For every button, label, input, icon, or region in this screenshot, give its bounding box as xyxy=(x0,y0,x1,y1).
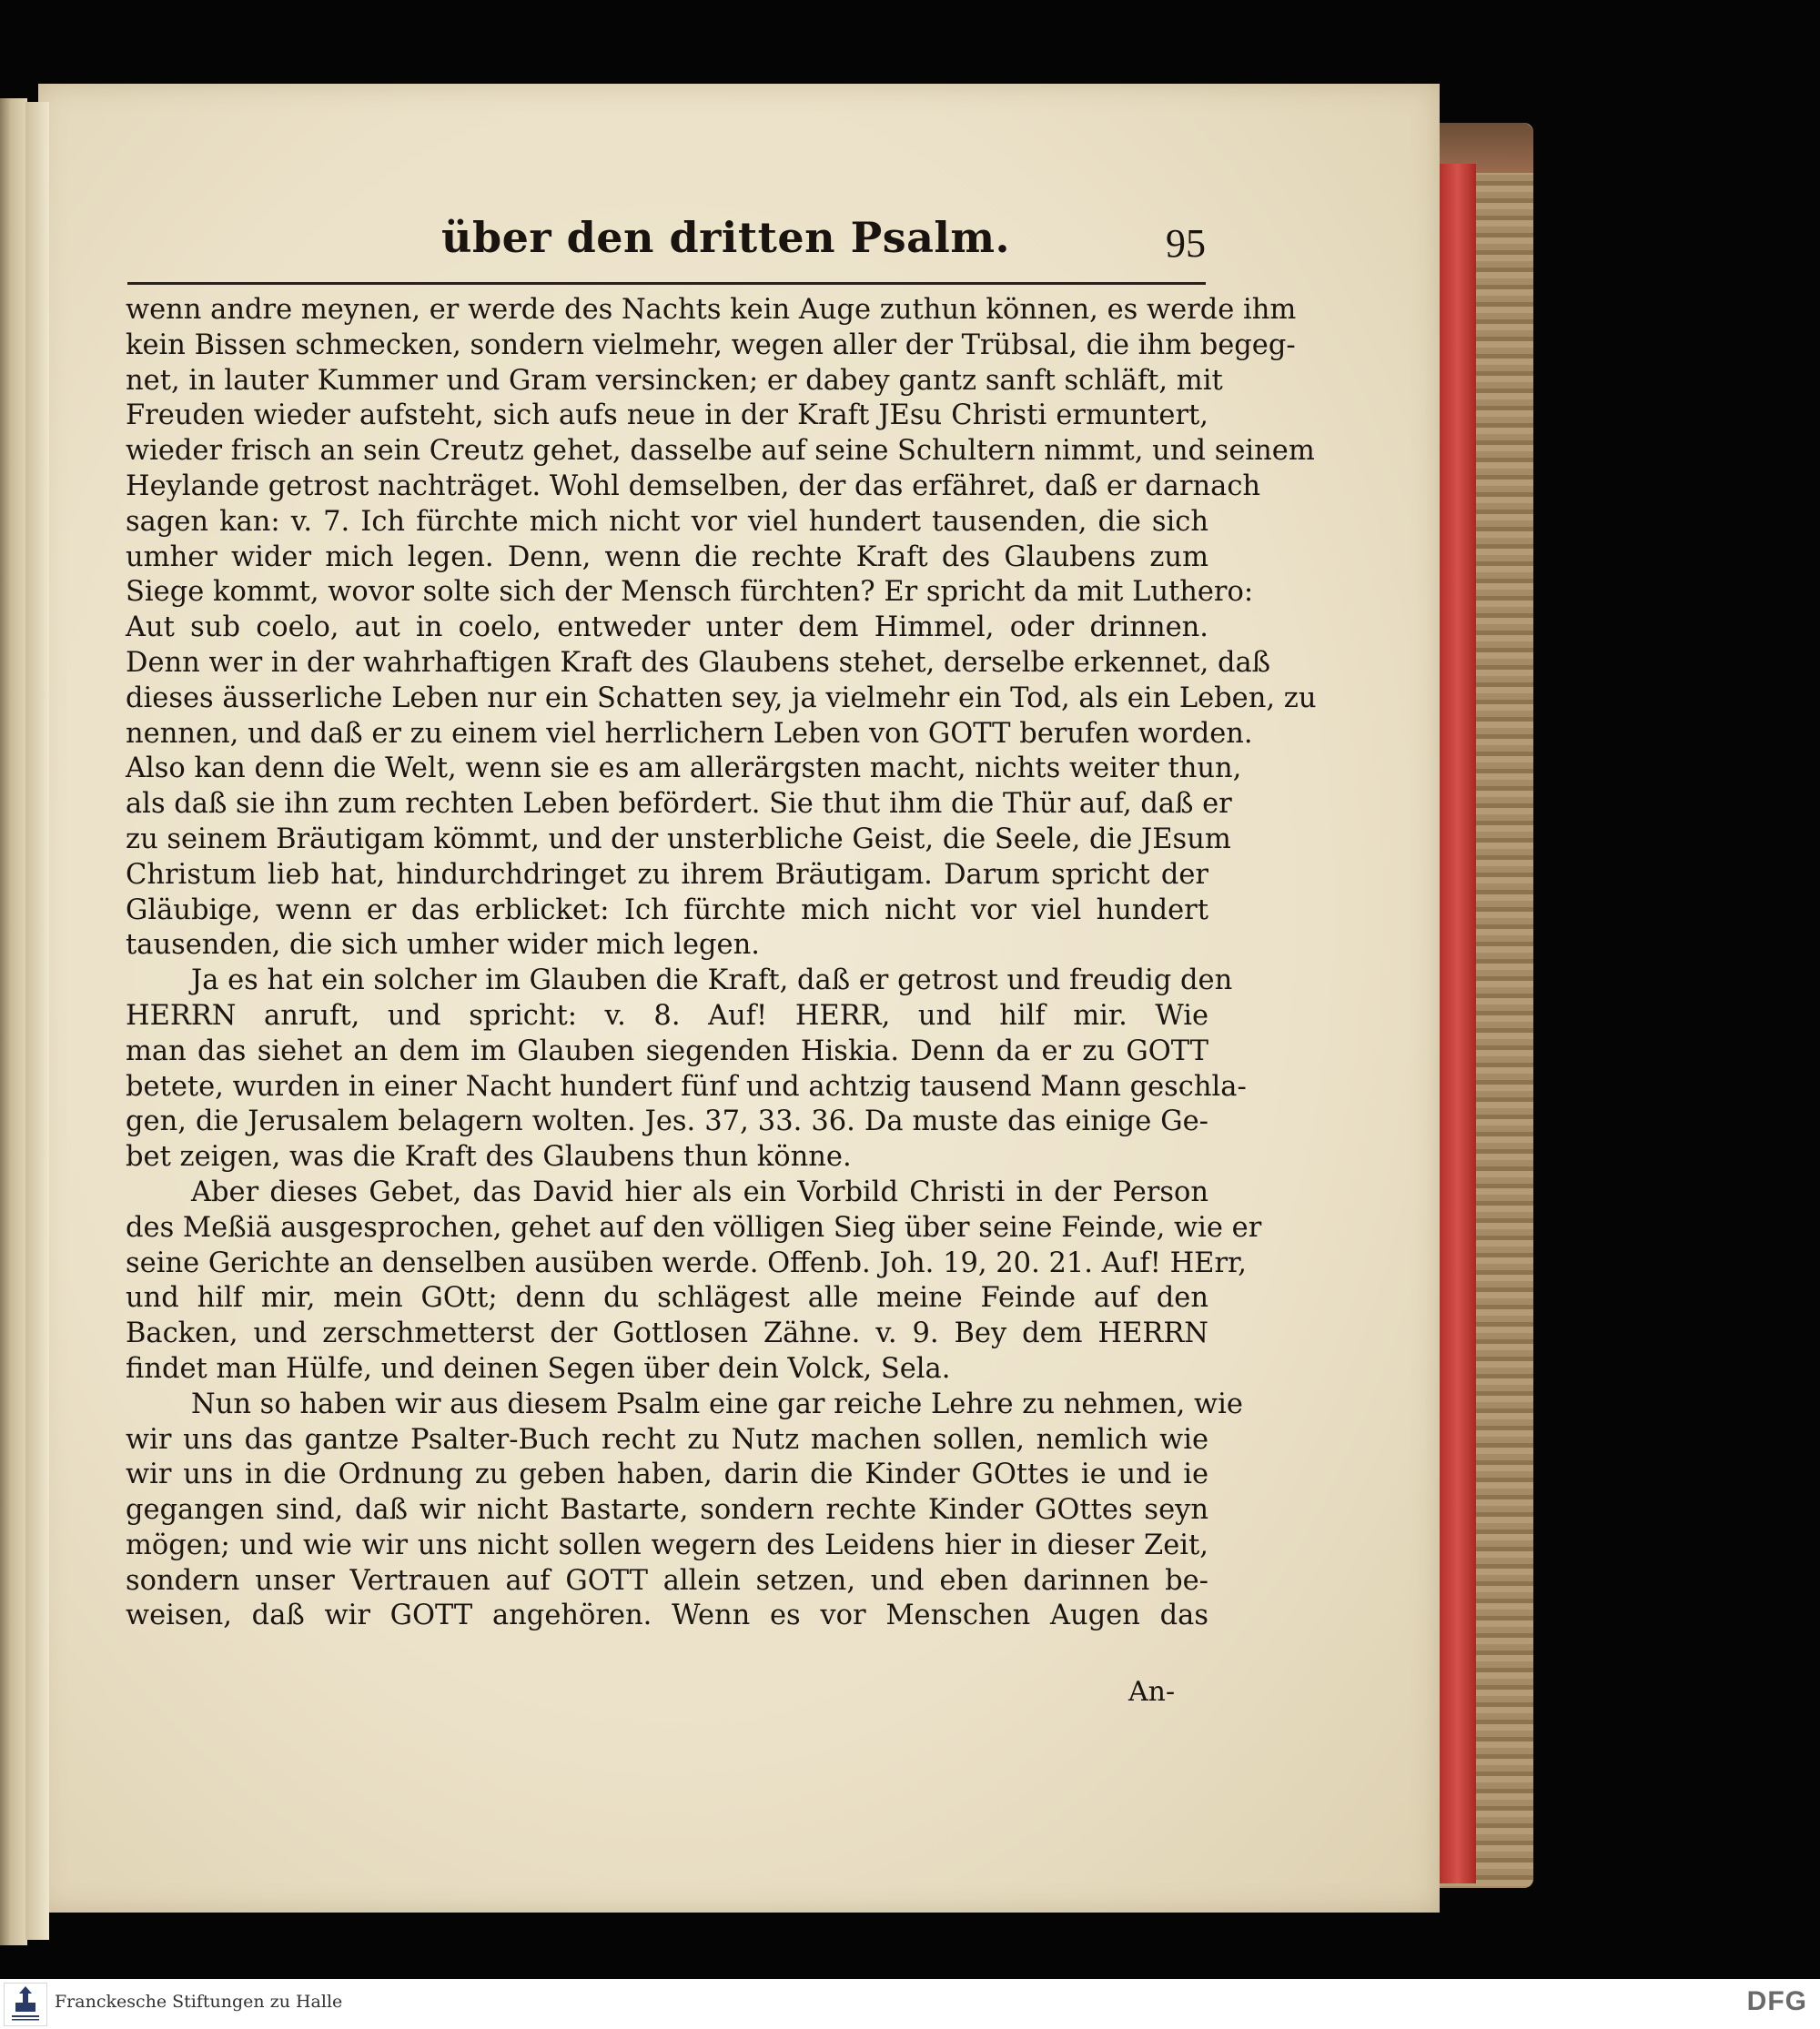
text-line: des Meßiä ausgesprochen, gehet auf den völligen Sieg über seine Feinde, wie er xyxy=(126,1211,1262,1244)
catchword: An- xyxy=(1128,1676,1176,1708)
text-line: Nun so haben wir aus diesem Psalm eine gar reiche Lehre zu nehmen, wie xyxy=(191,1388,1243,1420)
page-gutter xyxy=(25,102,49,1940)
running-head xyxy=(127,207,1206,280)
text-line: und hilf mir, mein GOtt; denn du schlägest alle meine Feinde auf den xyxy=(126,1282,1208,1315)
text-line: Denn wer in der wahrhaftigen Kraft des Glaubens stehet, derselbe erkennet, daß xyxy=(126,646,1271,679)
text-line: Christum lieb hat, hindurchdringet zu ihrem Bräutigam. Darum spricht der xyxy=(126,858,1208,891)
text-line: betete, wurden in einer Nacht hundert fünf und achtzig tausend Mann geschla- xyxy=(126,1070,1247,1103)
dfg-logo[interactable]: DFG xyxy=(1746,1986,1807,2016)
text-line: bet zeigen, was die Kraft des Glaubens thun könne. xyxy=(126,1141,852,1174)
text-line: Backen, und zerschmetterst der Gottlosen Zähne. v. 9. Bey dem HERRN xyxy=(126,1317,1208,1350)
text-line: gegangen sind, daß wir nicht Bastarte, sondern rechte Kinder GOttes seyn xyxy=(126,1494,1208,1527)
text-line: weisen, daß wir GOTT angehören. Wenn es vor Menschen Augen das xyxy=(126,1600,1208,1632)
text-line: kein Bissen schmecken, sondern vielmehr, wegen aller der Trübsal, die ihm begeg- xyxy=(126,328,1296,361)
body-text xyxy=(126,293,1317,1634)
text-line: als daß sie ihn zum rechten Leben befördert. Sie thut ihm die Thür auf, daß er xyxy=(126,788,1232,821)
text-line: HERRN anruft, und spricht: v. 8. Auf! HERR, und hilf mir. Wie xyxy=(126,999,1208,1032)
left-page-edge xyxy=(0,98,27,1945)
book-cover-red-edge xyxy=(1440,164,1476,1883)
text-line: wieder frisch an sein Creutz gehet, dasselbe auf seine Schultern nimmt, und seinem xyxy=(126,435,1315,468)
text-line: dieses äusserliche Leben nur ein Schatten sey, ja vielmehr ein Tod, als ein Leben, zu xyxy=(126,681,1317,714)
text-line: Freuden wieder aufsteht, sich aufs neue in der Kraft JEsu Christi ermuntert, xyxy=(126,399,1208,432)
text-line: Siege kommt, wovor solte sich der Mensch fürchten? Er spricht da mit Luthero: xyxy=(126,576,1254,609)
header-rule xyxy=(127,282,1206,285)
text-line: wenn andre meynen, er werde des Nachts kein Auge zuthun können, es werde ihm xyxy=(126,294,1297,326)
viewer-footer xyxy=(0,1979,1820,2029)
running-title: über den dritten Psalm. xyxy=(441,213,1011,262)
text-line: Aber dieses Gebet, das David hier als ein Vorbild Christi in der Person xyxy=(191,1176,1208,1208)
text-line: findet man Hülfe, und deinen Segen über dein Volck, Sela. xyxy=(126,1352,951,1385)
text-line: umher wider mich legen. Denn, wenn die rechte Kraft des Glaubens zum xyxy=(126,540,1208,573)
text-line: tausenden, die sich umher wider mich legen. xyxy=(126,929,760,962)
text-line: gen, die Jerusalem belagern wolten. Jes. 37, 33. 36. Da muste das einige Ge- xyxy=(126,1105,1208,1138)
text-line: mögen; und wie wir uns nicht sollen wegern des Leidens hier in dieser Zeit, xyxy=(126,1529,1208,1561)
text-line: Gläubige, wenn er das erblicket: Ich fürchte mich nicht vor viel hundert xyxy=(126,893,1208,926)
text-line: wir uns in die Ordnung zu geben haben, darin die Kinder GOttes ie und ie xyxy=(126,1459,1208,1491)
text-line: net, in lauter Kummer und Gram versincken; er dabey gantz sanft schläft, mit xyxy=(126,364,1223,397)
institution-label[interactable]: Franckesche Stiftungen zu Halle xyxy=(55,1992,343,2012)
text-line: sondern unser Vertrauen auf GOTT allein setzen, und eben darinnen be- xyxy=(126,1564,1208,1597)
text-line: man das siehet an dem im Glauben siegenden Hiskia. Denn da er zu GOTT xyxy=(126,1035,1208,1067)
text-line: Aut sub coelo, aut in coelo, entweder unter dem Himmel, oder drinnen. xyxy=(126,611,1208,644)
text-line: zu seinem Bräutigam kömmt, und der unsterbliche Geist, die Seele, die JEsum xyxy=(126,823,1231,855)
franckesche-stiftungen-logo-icon[interactable] xyxy=(4,1983,47,2026)
text-line: wir uns das gantze Psalter-Buch recht zu Nutz machen sollen, nemlich wie xyxy=(126,1423,1208,1456)
text-line: Also kan denn die Welt, wenn sie es am allerärgsten macht, nichts weiter thun, xyxy=(126,752,1242,785)
page-number: 95 xyxy=(1166,221,1206,266)
text-line: Heylande getrost nachträget. Wohl demselben, der das erfähret, daß er darnach xyxy=(126,469,1261,502)
text-line: Ja es hat ein solcher im Glauben die Kraft, daß er getrost und freudig den xyxy=(191,964,1233,997)
text-line: sagen kan: v. 7. Ich fürchte mich nicht vor viel hundert tausenden, die sich xyxy=(126,505,1208,538)
text-line: nennen, und daß er zu einem viel herrlichern Leben von GOTT berufen worden. xyxy=(126,717,1253,750)
text-line: seine Gerichte an denselben ausüben werde. Offenb. Joh. 19, 20. 21. Auf! HErr, xyxy=(126,1247,1247,1279)
